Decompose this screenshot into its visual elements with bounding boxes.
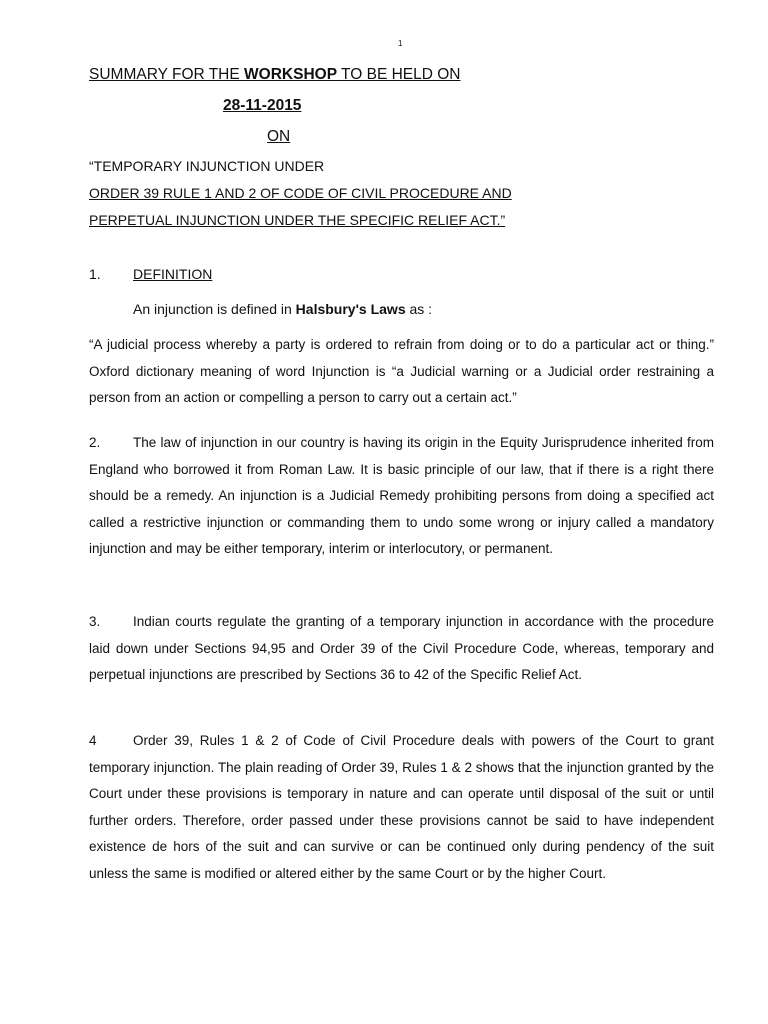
definition-quote-paragraph: “A judicial process whereby a party is ordered to refrain from doing or to do a particular act or thing.” Oxford dictionary meaning of word Injunction is “a Judicial warning or a Judicial order restraining a person from an action or compelling a person to carry out a certain act.” xyxy=(89,337,714,405)
paragraph-3 xyxy=(89,609,714,689)
paragraph-2-number: 2. xyxy=(89,435,101,450)
paragraph-3-text: Indian courts regulate the granting of a temporary injunction in accordance with the procedure laid down under Sections 94,95 and Order 39 of the Civil Procedure Code, whereas, temporary and perpetual injunctions are prescribed by Sections 36 to 42 of the Specific Relief Act. xyxy=(89,614,714,682)
section-1-number: 1. xyxy=(89,266,101,282)
title-part-1: SUMMARY FOR THE xyxy=(89,66,245,83)
title-part-3: TO BE HELD ON xyxy=(337,66,461,83)
subject-line-1: “TEMPORARY INJUNCTION UNDER xyxy=(89,158,325,174)
paragraph-4 xyxy=(89,728,714,887)
intro-text: An injunction is defined in xyxy=(133,301,296,317)
paragraph-3-number: 3. xyxy=(89,614,101,629)
subject-line-3: PERPETUAL INJUNCTION UNDER THE SPECIFIC RELIEF ACT.” xyxy=(89,212,506,228)
page-number: 1 xyxy=(398,39,403,48)
section-1-heading: DEFINITION xyxy=(133,266,213,282)
paragraph-4-number: 4 xyxy=(89,733,97,748)
paragraph-2 xyxy=(89,430,714,563)
paragraph-4-text: Order 39, Rules 1 & 2 of Code of Civil Procedure deals with powers of the Court to grant temporary injunction. The plain reading of Order 39, Rules 1 & 2 shows that the injunction granted by the Court under these provisions is temporary in nature and can operate until disposal of the suit or until further orders. Therefore, order passed under these provisions cannot be said to have independent existence de hors of the suit and can survive or can be continued only during pendency of the suit unless the same is modified or altered either by the same Court or by the higher Court. xyxy=(89,733,714,881)
workshop-title xyxy=(89,66,461,84)
intro-suffix: as : xyxy=(405,301,433,317)
subject-line-2: ORDER 39 RULE 1 AND 2 OF CODE OF CIVIL PROCEDURE AND xyxy=(89,185,512,201)
title-on: ON xyxy=(267,128,291,145)
workshop-date: 28-11-2015 xyxy=(223,97,302,114)
title-workshop-word: WORKSHOP xyxy=(244,66,338,83)
halsburys-laws: Halsbury's Laws xyxy=(295,301,406,317)
definition-intro xyxy=(133,301,432,317)
paragraph-2-text: The law of injunction in our country is having its origin in the Equity Jurisprudence inherited from England who borrowed it from Roman Law. It is basic principle of our law, that if there is a right there should be a remedy. An injunction is a Judicial Remedy prohibiting persons from doing a specified act called a restrictive injunction or commanding them to undo some wrong or injury called a mandatory injunction and may be either temporary, interim or interlocutory, or permanent. xyxy=(89,435,714,556)
